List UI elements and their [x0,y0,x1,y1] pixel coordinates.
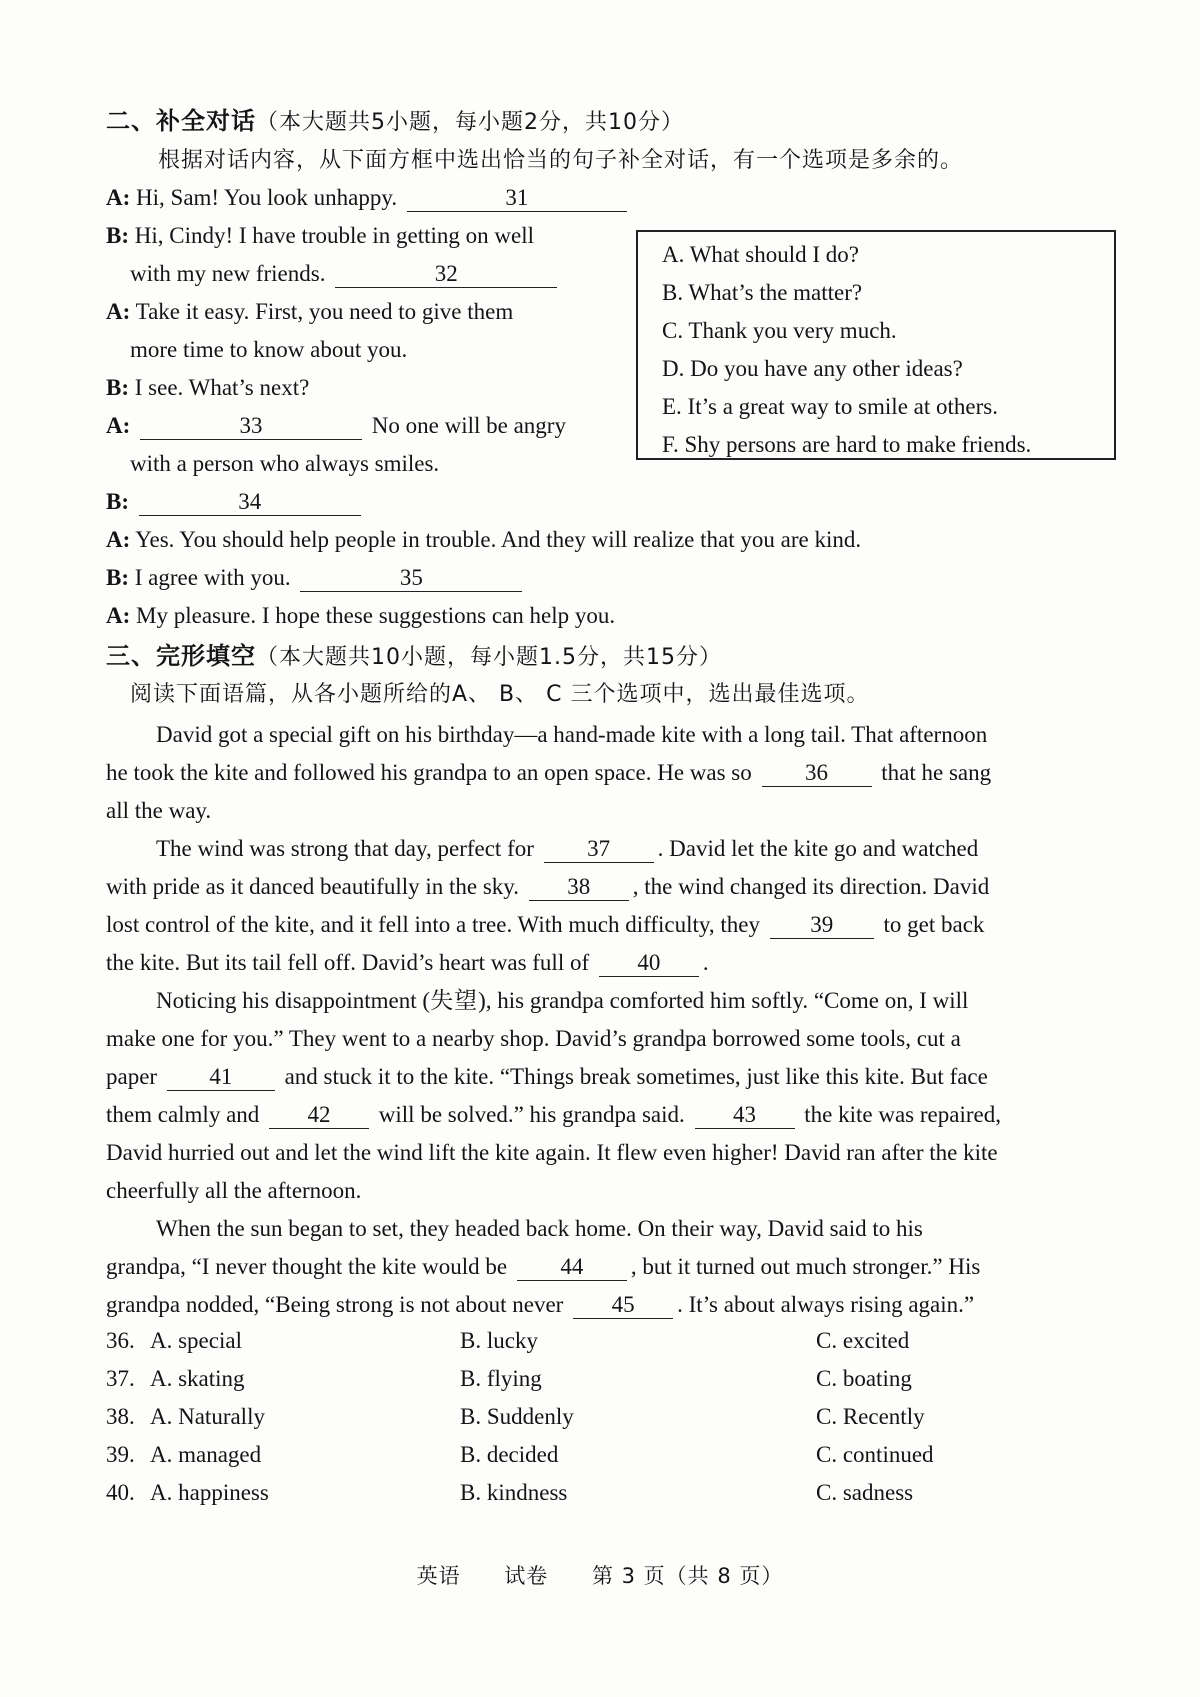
speaker-label: B: [106,223,129,248]
page-footer [0,1560,1200,1590]
answer-blank-37[interactable]: 37 [544,836,654,863]
passage-line [106,1062,988,1092]
choice-row-40 [106,1480,1106,1512]
passage-text: he took the kite and followed his grandpa to an open space. He was so [106,760,752,785]
passage-text: them calmly and [106,1102,260,1127]
dialogue-line-12 [106,601,615,631]
answer-blank-39[interactable]: 39 [770,912,874,939]
dialogue-text: with a person who always smiles. [130,451,440,476]
dialogue-text: Yes. You should help people in trouble. And they will realize that you are kind. [135,527,862,552]
passage-text: Noticing his disappointment ( [156,988,431,1013]
passage-line [106,1100,1001,1130]
speaker-label: B: [106,375,129,400]
passage-text: . [702,950,709,975]
passage-line: cheerfully all the afternoon. [106,1178,362,1203]
dialogue-line-7 [106,411,566,441]
answer-blank-45[interactable]: 45 [573,1292,673,1319]
passage-line [156,986,968,1016]
choice-c[interactable]: C. excited [816,1328,910,1353]
option-c: C. Thank you very much. [662,318,897,343]
section3-instruction: 阅读下面语篇，从各小题所给的A、 B、 C 三个选项中，选出最佳选项。 [130,682,870,707]
dialogue-line-11 [106,563,526,593]
speaker-label: A: [106,413,131,438]
dialogue-line-10 [106,525,861,555]
choice-b[interactable]: B. decided [460,1442,559,1467]
passage-text: the kite was repaired, [804,1102,1001,1127]
answer-blank-43[interactable]: 43 [695,1102,795,1129]
dialogue-text: I agree with you. [134,565,291,590]
dialogue-text: I see. What’s next? [134,375,310,400]
dialogue-line-5 [130,335,407,365]
answer-blank-33[interactable]: 33 [140,413,362,440]
choice-c[interactable]: C. boating [816,1366,912,1391]
passage-line: David got a special gift on his birthday—a hand-made kite with a long tail. That afternoon [156,722,988,747]
answer-blank-38[interactable]: 38 [529,874,629,901]
passage-text: The wind was strong that day, perfect for [156,836,534,861]
dialogue-line-4 [106,297,513,327]
section2-instruction: 根据对话内容，从下面方框中选出恰当的句子补全对话，有一个选项是多余的。 [158,148,964,173]
choice-a[interactable]: A. Naturally [150,1404,265,1429]
option-e: E. It’s a great way to smile at others. [662,394,998,419]
dialogue-text: Hi, Cindy! I have trouble in getting on well [134,223,534,248]
passage-line [106,1290,974,1320]
speaker-label: B: [106,489,129,514]
question-number: 39. [106,1442,135,1467]
choice-c[interactable]: C. continued [816,1442,934,1467]
passage-text: that he sang [881,760,992,785]
question-number: 37. [106,1366,135,1391]
section2-heading [106,106,684,138]
dialogue-line-3 [130,259,561,289]
passage-line: David hurried out and let the wind lift the kite again. It flew even higher! David ran after the kite [106,1140,998,1165]
passage-line [106,1252,980,1282]
choice-a[interactable]: A. special [150,1328,242,1353]
dialogue-line-8 [130,449,439,479]
choice-b[interactable]: B. flying [460,1366,542,1391]
choice-b[interactable]: B. kindness [460,1480,568,1505]
dialogue-text: more time to know about you. [130,337,408,362]
dialogue-line-6 [106,373,309,403]
passage-text: paper [106,1064,158,1089]
footer-page-number: 第 3 页（共 8 页） [591,1564,784,1588]
choice-row-38 [106,1404,1106,1436]
speaker-label: A: [106,185,131,210]
passage-line [106,758,991,788]
section2-note: （本大题共5小题，每小题2分，共10分） [256,110,684,135]
option-a: A. What should I do? [662,242,859,267]
answer-blank-36[interactable]: 36 [762,760,872,787]
speaker-label: A: [106,603,131,628]
answer-blank-35[interactable]: 35 [300,565,522,592]
section3-note: （本大题共10小题，每小题1.5分，共15分） [256,645,722,670]
section2-title: 二、补全对话 [106,107,256,135]
option-f: F. Shy persons are hard to make friends. [662,432,1032,457]
passage-text: , but it turned out much stronger.” His [630,1254,981,1279]
choice-row-36 [106,1328,1106,1360]
section3-title: 三、完形填空 [106,642,256,670]
question-number: 38. [106,1404,135,1429]
answer-blank-31[interactable]: 31 [407,185,627,212]
dialogue-text: Take it easy. First, you need to give them [135,299,514,324]
passage-text: grandpa nodded, “Being strong is not about never [106,1292,564,1317]
passage-text: with pride as it danced beautifully in the sky. [106,874,520,899]
passage-text: , the wind changed its direction. David [632,874,990,899]
passage-text: . It’s about always rising again.” [677,1292,975,1317]
answer-blank-32[interactable]: 32 [335,261,557,288]
dialogue-text: Hi, Sam! You look unhappy. [136,185,398,210]
footer-subject: 英语 [416,1564,461,1588]
passage-text: lost control of the kite, and it fell into a tree. With much difficulty, they [106,912,760,937]
passage-line [106,872,989,902]
speaker-label: A: [106,527,131,552]
answer-blank-44[interactable]: 44 [517,1254,627,1281]
choice-b[interactable]: B. Suddenly [460,1404,574,1429]
passage-line: make one for you.” They went to a nearby shop. David’s grandpa borrowed some tools, cut a [106,1026,961,1051]
dialogue-line-1 [106,183,631,213]
passage-line [106,948,709,978]
passage-line: When the sun began to set, they headed back home. On their way, David said to his [156,1216,923,1241]
section3-heading [106,641,722,673]
dialogue-text: My pleasure. I hope these suggestions can help you. [136,603,616,628]
choice-row-39 [106,1442,1106,1474]
footer-paper: 试卷 [504,1564,549,1588]
option-d: D. Do you have any other ideas? [662,356,963,381]
passage-text: the kite. But its tail fell off. David’s heart was full of [106,950,590,975]
options-box [636,230,1116,460]
choice-b[interactable]: B. lucky [460,1328,538,1353]
choice-a[interactable]: A. skating [150,1366,245,1391]
choice-row-37 [106,1366,1106,1398]
passage-line [156,834,978,864]
dialogue-line-2 [106,221,534,251]
question-number: 36. [106,1328,135,1353]
speaker-label: A: [106,299,131,324]
option-b: B. What’s the matter? [662,280,863,305]
passage-text: and stuck it to the kite. “Things break sometimes, just like this kite. But face [284,1064,988,1089]
choice-a[interactable]: A. managed [150,1442,262,1467]
dialogue-line-9 [106,487,365,517]
dialogue-text: with my new friends. [130,261,326,286]
answer-blank-42[interactable]: 42 [269,1102,369,1129]
speaker-label: B: [106,565,129,590]
passage-text: . David let the kite go and watched [657,836,979,861]
answer-blank-41[interactable]: 41 [167,1064,275,1091]
question-number: 40. [106,1480,135,1505]
passage-text: ), his grandpa comforted him softly. “Come on, I will [478,988,969,1013]
choice-c[interactable]: C. sadness [816,1480,914,1505]
passage-text: to get back [883,912,985,937]
answer-blank-34[interactable]: 34 [139,489,361,516]
passage-line [106,910,984,940]
answer-blank-40[interactable]: 40 [599,950,699,977]
dialogue-text: No one will be angry [371,413,566,438]
chinese-gloss: 失望 [430,988,479,1014]
choice-c[interactable]: C. Recently [816,1404,925,1429]
choice-a[interactable]: A. happiness [150,1480,269,1505]
passage-text: will be solved.” his grandpa said. [378,1102,685,1127]
passage-text: grandpa, “I never thought the kite would be [106,1254,508,1279]
passage-line: all the way. [106,798,212,823]
